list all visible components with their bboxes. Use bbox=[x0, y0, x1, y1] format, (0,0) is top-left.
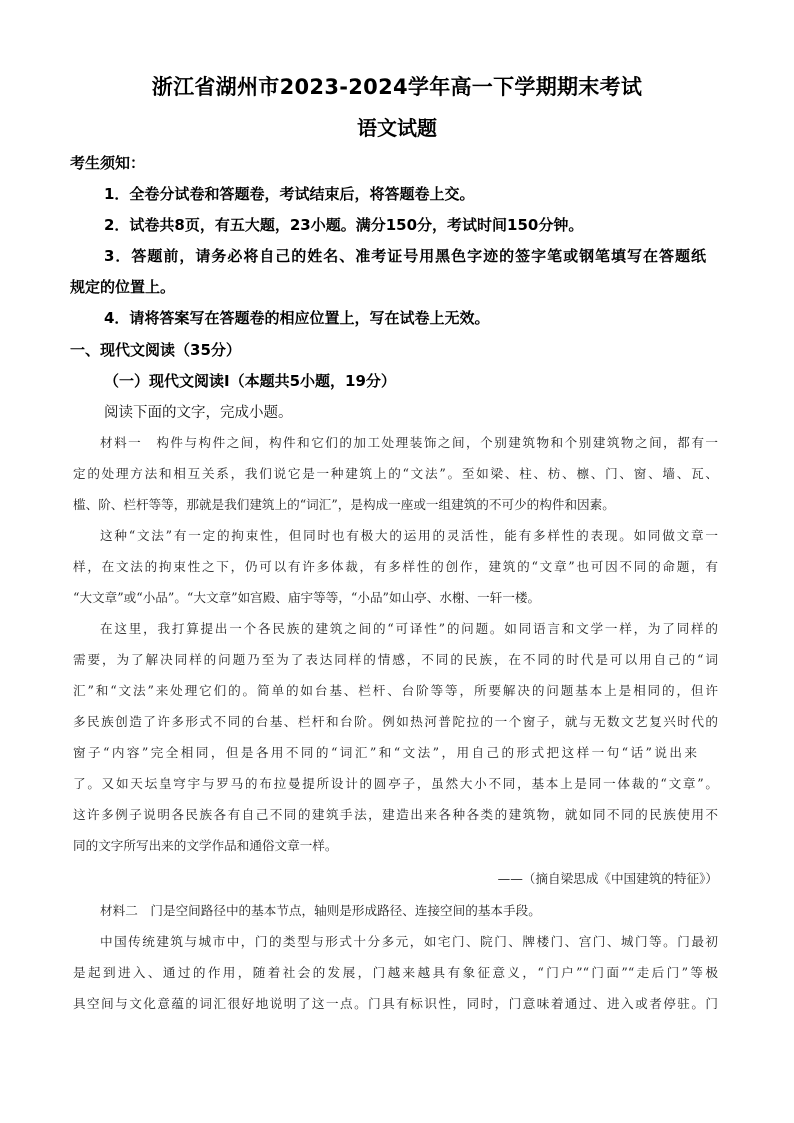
material1-line: 多民族创造了许多形式不同的台基、栏杆和台阶。例如热河普陀拉的一个窗子，就与无数文艺复兴时代的 bbox=[73, 714, 718, 729]
material1-line: 槛、阶、栏杆等等，那就是我们建筑上的“词汇”，是构成一座或一组建筑的不可少的构件和因素。 bbox=[73, 497, 615, 512]
material1-line: 在这里，我打算提出一个各民族的建筑之间的“可译性”的问题。如同语言和文学一样，为了同样的 bbox=[100, 621, 718, 636]
material2-line: 是起到进入、通过的作用，随着社会的发展，门越来越具有象征意义，“门户”“门面”“走后门”等极 bbox=[73, 965, 718, 980]
material1-line: 了。又如天坛皇穹宇与罗马的布拉曼提所设计的圆亭子，虽然大小不同，基本上是同一体裁的“文章”。 bbox=[73, 776, 718, 791]
material1-line: “大文章”或“小品”。“大文章”如宫殿、庙宇等等，“小品”如山亭、水榭、一轩一楼。 bbox=[73, 590, 541, 605]
material2-line: 材料二 门是空间路径中的基本节点，轴则是形成路径、连接空间的基本手段。 bbox=[100, 903, 541, 918]
material1-line: 窗子“内容”完全相同，但是各用不同的“词汇”和“文法”，用自己的形式把这样一句“话”说出来 bbox=[73, 745, 697, 760]
material1-line: 需要，为了解决同样的问题乃至为了表达同样的情感，不同的民族，在不同的时代是可以用自己的“词 bbox=[73, 652, 718, 667]
exam-subtitle: 语文试题 bbox=[357, 116, 437, 140]
material2-line: 中国传统建筑与城市中，门的类型与形式十分多元，如宅门、院门、牌楼门、宫门、城门等。门最初 bbox=[100, 934, 718, 949]
material1-line: 这种“文法”有一定的拘束性，但同时也有极大的运用的灵活性，能有多样性的表现。如同做文章一 bbox=[100, 528, 718, 543]
notice-item-3: 3．答题前，请务必将自己的姓名、准考证号用黑色字迹的签字笔或钢笔填写在答题纸 bbox=[104, 247, 706, 265]
instruction-text: 阅读下面的文字，完成小题。 bbox=[104, 405, 293, 421]
material1-line: 这许多例子说明各民族各有自己不同的建筑手法，建造出来各种各类的建筑物，就如同不同的民族使用不 bbox=[73, 807, 718, 822]
section-heading: 一、现代文阅读（35分） bbox=[70, 341, 241, 359]
sub-section-heading: （一）现代文阅读Ⅰ（本题共5小题，19分） bbox=[104, 372, 396, 390]
material1-source: ——（摘自梁思成《中国建筑的特征》） bbox=[497, 871, 718, 886]
notice-heading: 考生须知： bbox=[70, 154, 146, 172]
notice-item-2: 2．试卷共8页，有五大题，23小题。满分150分，考试时间150分钟。 bbox=[104, 216, 584, 234]
material1-line: 定的处理方法和相互关系，我们说它是一种建筑上的“文法”。至如梁、柱、枋、檩、门、窗、墙、瓦、 bbox=[73, 466, 718, 481]
exam-title: 浙江省湖州市2023-2024学年高一下学期期末考试 bbox=[151, 75, 643, 99]
notice-item-3-cont: 规定的位置上。 bbox=[70, 278, 176, 296]
material1-line: 汇”和“文法”来处理它们的。简单的如台基、栏杆、台阶等等，所要解决的问题基本上是相同的，但许 bbox=[73, 683, 718, 698]
notice-item-1: 1．全卷分试卷和答题卷，考试结束后，将答题卷上交。 bbox=[104, 185, 475, 203]
material1-line: 样，在文法的拘束性之下，仍可以有许多体裁，有多样性的创作，建筑的“文章”也可因不同的命题，有 bbox=[73, 559, 718, 574]
notice-item-4: 4．请将答案写在答题卷的相应位置上，写在试卷上无效。 bbox=[104, 309, 490, 327]
material1-line: 材料一 构件与构件之间，构件和它们的加工处理装饰之间，个别建筑物和个别建筑物之间，都有一 bbox=[100, 435, 718, 450]
material1-line: 同的文字所写出来的文学作品和通俗文章一样。 bbox=[73, 838, 338, 853]
material2-line: 具空间与文化意蕴的词汇很好地说明了这一点。门具有标识性，同时，门意味着通过、进入或者停驻。门 bbox=[73, 996, 718, 1011]
